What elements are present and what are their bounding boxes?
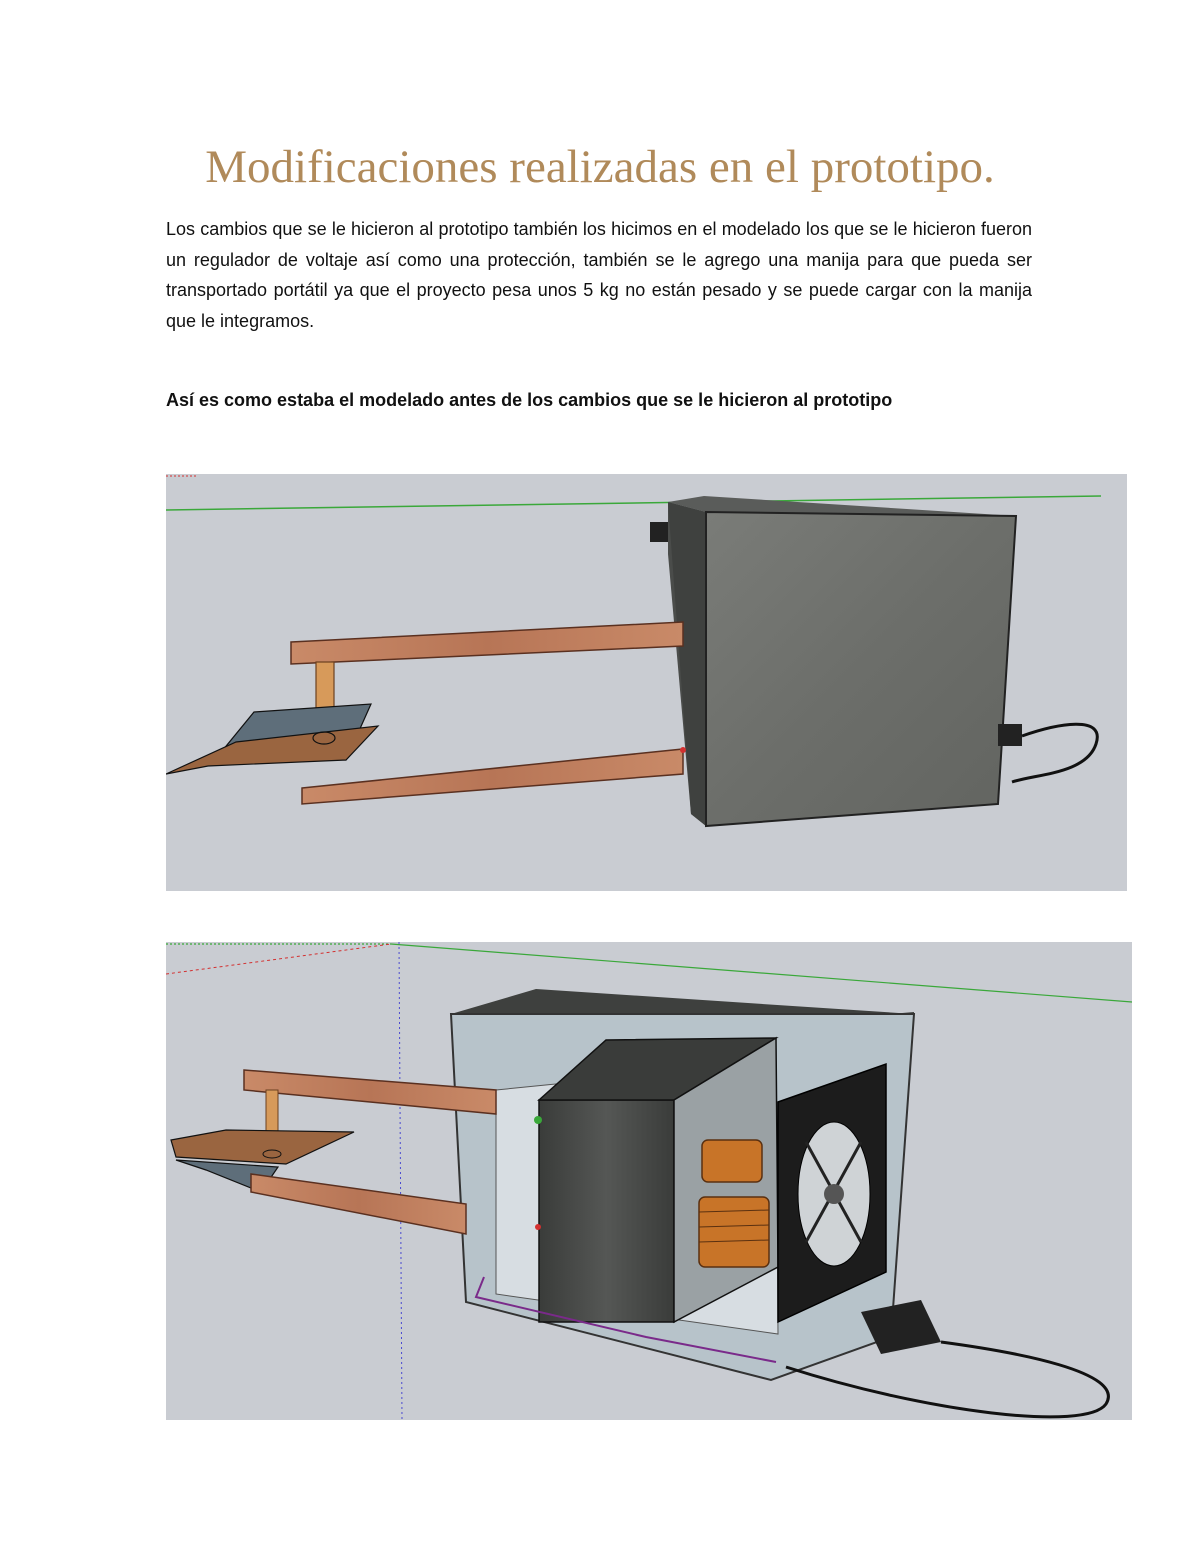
electrode-plate-copper xyxy=(171,1130,354,1164)
power-cable xyxy=(1012,724,1097,782)
plug-icon xyxy=(998,724,1022,746)
model-render-interior xyxy=(166,942,1132,1420)
upper-copper-arm xyxy=(291,622,683,664)
page-title: Modificaciones realizadas en el prototipo. xyxy=(205,141,995,193)
box-front xyxy=(706,512,1016,826)
model-render-original xyxy=(166,474,1127,891)
wood-post xyxy=(266,1090,278,1136)
box-lid xyxy=(451,989,914,1016)
red-axis-line xyxy=(166,944,391,974)
green-axis-line xyxy=(166,496,1101,510)
primary-coil xyxy=(702,1140,762,1182)
subheading: Así es como estaba el modelado antes de los cambios que se le hicieron al prototipo xyxy=(166,390,893,410)
transformer-core xyxy=(539,1100,674,1322)
intro-paragraph: Los cambios que se le hicieron al prototipo también los hicimos en el modelado los que se le hicieron fueron un regulador de voltaje así como una protección, también se le agrego una manija para que pueda ser transportado portátil ya que el proyecto pesa unos 5 kg no están pesado y se puede cargar con la manija que le integramos. xyxy=(166,219,1032,331)
figure-after-model xyxy=(166,942,1132,1420)
secondary-coil xyxy=(699,1197,769,1267)
figure-before-model xyxy=(166,474,1127,891)
lower-copper-arm xyxy=(302,749,683,804)
lower-copper-arm xyxy=(251,1174,466,1234)
green-axis-line xyxy=(391,944,1132,1002)
blue-axis-line xyxy=(399,942,402,1420)
